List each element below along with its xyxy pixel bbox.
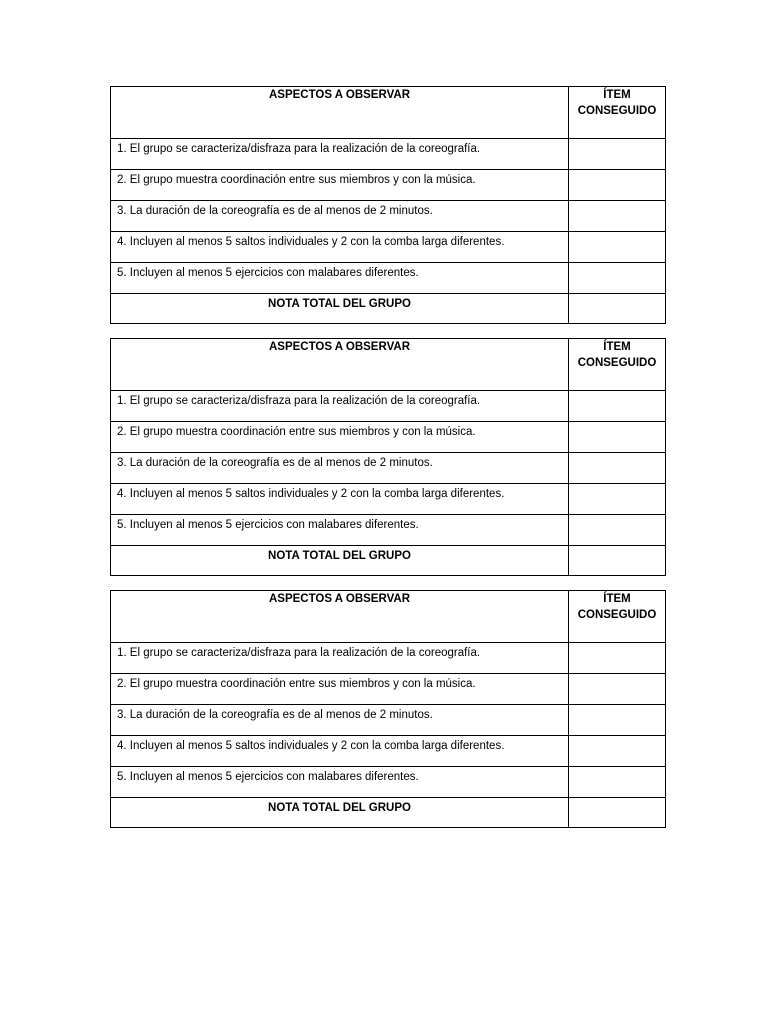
criterion-row bbox=[111, 201, 666, 232]
criterion-row bbox=[111, 139, 666, 170]
criterion-text: 2. El grupo muestra coordinación entre sus miembros y con la música. bbox=[111, 674, 569, 705]
total-row bbox=[111, 546, 666, 576]
criterion-text: 1. El grupo se caracteriza/disfraza para la realización de la coreografía. bbox=[111, 643, 569, 674]
criterion-text: 3. La duración de la coreografía es de al menos de 2 minutos. bbox=[111, 705, 569, 736]
header-row bbox=[111, 87, 666, 139]
total-row bbox=[111, 798, 666, 828]
total-label: NOTA TOTAL DEL GRUPO bbox=[111, 798, 569, 828]
header-aspects: ASPECTOS A OBSERVAR bbox=[111, 87, 569, 139]
achieved-cell[interactable] bbox=[569, 139, 666, 170]
criterion-row bbox=[111, 705, 666, 736]
achieved-cell[interactable] bbox=[569, 767, 666, 798]
rubric-table-1 bbox=[110, 86, 666, 324]
criterion-text: 5. Incluyen al menos 5 ejercicios con malabares diferentes. bbox=[111, 515, 569, 546]
achieved-cell[interactable] bbox=[569, 515, 666, 546]
criterion-row bbox=[111, 767, 666, 798]
achieved-cell[interactable] bbox=[569, 736, 666, 767]
achieved-cell[interactable] bbox=[569, 201, 666, 232]
achieved-cell[interactable] bbox=[569, 391, 666, 422]
achieved-cell[interactable] bbox=[569, 232, 666, 263]
achieved-cell[interactable] bbox=[569, 422, 666, 453]
criterion-text: 3. La duración de la coreografía es de al menos de 2 minutos. bbox=[111, 453, 569, 484]
header-row bbox=[111, 591, 666, 643]
criterion-text: 4. Incluyen al menos 5 saltos individuales y 2 con la comba larga diferentes. bbox=[111, 232, 569, 263]
criterion-text: 5. Incluyen al menos 5 ejercicios con malabares diferentes. bbox=[111, 767, 569, 798]
criterion-text: 3. La duración de la coreografía es de al menos de 2 minutos. bbox=[111, 201, 569, 232]
criterion-row bbox=[111, 263, 666, 294]
achieved-cell[interactable] bbox=[569, 643, 666, 674]
header-item-achieved: ÍTEM CONSEGUIDO bbox=[569, 339, 666, 391]
criterion-row bbox=[111, 170, 666, 201]
achieved-cell[interactable] bbox=[569, 674, 666, 705]
criterion-text: 5. Incluyen al menos 5 ejercicios con malabares diferentes. bbox=[111, 263, 569, 294]
criterion-text: 4. Incluyen al menos 5 saltos individuales y 2 con la comba larga diferentes. bbox=[111, 736, 569, 767]
criterion-row bbox=[111, 453, 666, 484]
criterion-row bbox=[111, 643, 666, 674]
criterion-text: 2. El grupo muestra coordinación entre sus miembros y con la música. bbox=[111, 422, 569, 453]
header-row bbox=[111, 339, 666, 391]
achieved-cell[interactable] bbox=[569, 170, 666, 201]
header-aspects: ASPECTOS A OBSERVAR bbox=[111, 339, 569, 391]
achieved-cell[interactable] bbox=[569, 453, 666, 484]
criterion-row bbox=[111, 391, 666, 422]
achieved-cell[interactable] bbox=[569, 263, 666, 294]
header-item-achieved: ÍTEM CONSEGUIDO bbox=[569, 591, 666, 643]
rubric-table-2 bbox=[110, 338, 666, 576]
total-row bbox=[111, 294, 666, 324]
criterion-row bbox=[111, 232, 666, 263]
total-label: NOTA TOTAL DEL GRUPO bbox=[111, 294, 569, 324]
criterion-row bbox=[111, 736, 666, 767]
total-label: NOTA TOTAL DEL GRUPO bbox=[111, 546, 569, 576]
criterion-row bbox=[111, 484, 666, 515]
criterion-row bbox=[111, 515, 666, 546]
criterion-text: 1. El grupo se caracteriza/disfraza para la realización de la coreografía. bbox=[111, 139, 569, 170]
achieved-cell[interactable] bbox=[569, 705, 666, 736]
total-score-cell[interactable] bbox=[569, 798, 666, 828]
header-item-achieved: ÍTEM CONSEGUIDO bbox=[569, 87, 666, 139]
header-aspects: ASPECTOS A OBSERVAR bbox=[111, 591, 569, 643]
total-score-cell[interactable] bbox=[569, 294, 666, 324]
rubric-table-3 bbox=[110, 590, 666, 828]
criterion-row bbox=[111, 674, 666, 705]
achieved-cell[interactable] bbox=[569, 484, 666, 515]
criterion-text: 4. Incluyen al menos 5 saltos individuales y 2 con la comba larga diferentes. bbox=[111, 484, 569, 515]
criterion-row bbox=[111, 422, 666, 453]
criterion-text: 2. El grupo muestra coordinación entre sus miembros y con la música. bbox=[111, 170, 569, 201]
total-score-cell[interactable] bbox=[569, 546, 666, 576]
criterion-text: 1. El grupo se caracteriza/disfraza para la realización de la coreografía. bbox=[111, 391, 569, 422]
